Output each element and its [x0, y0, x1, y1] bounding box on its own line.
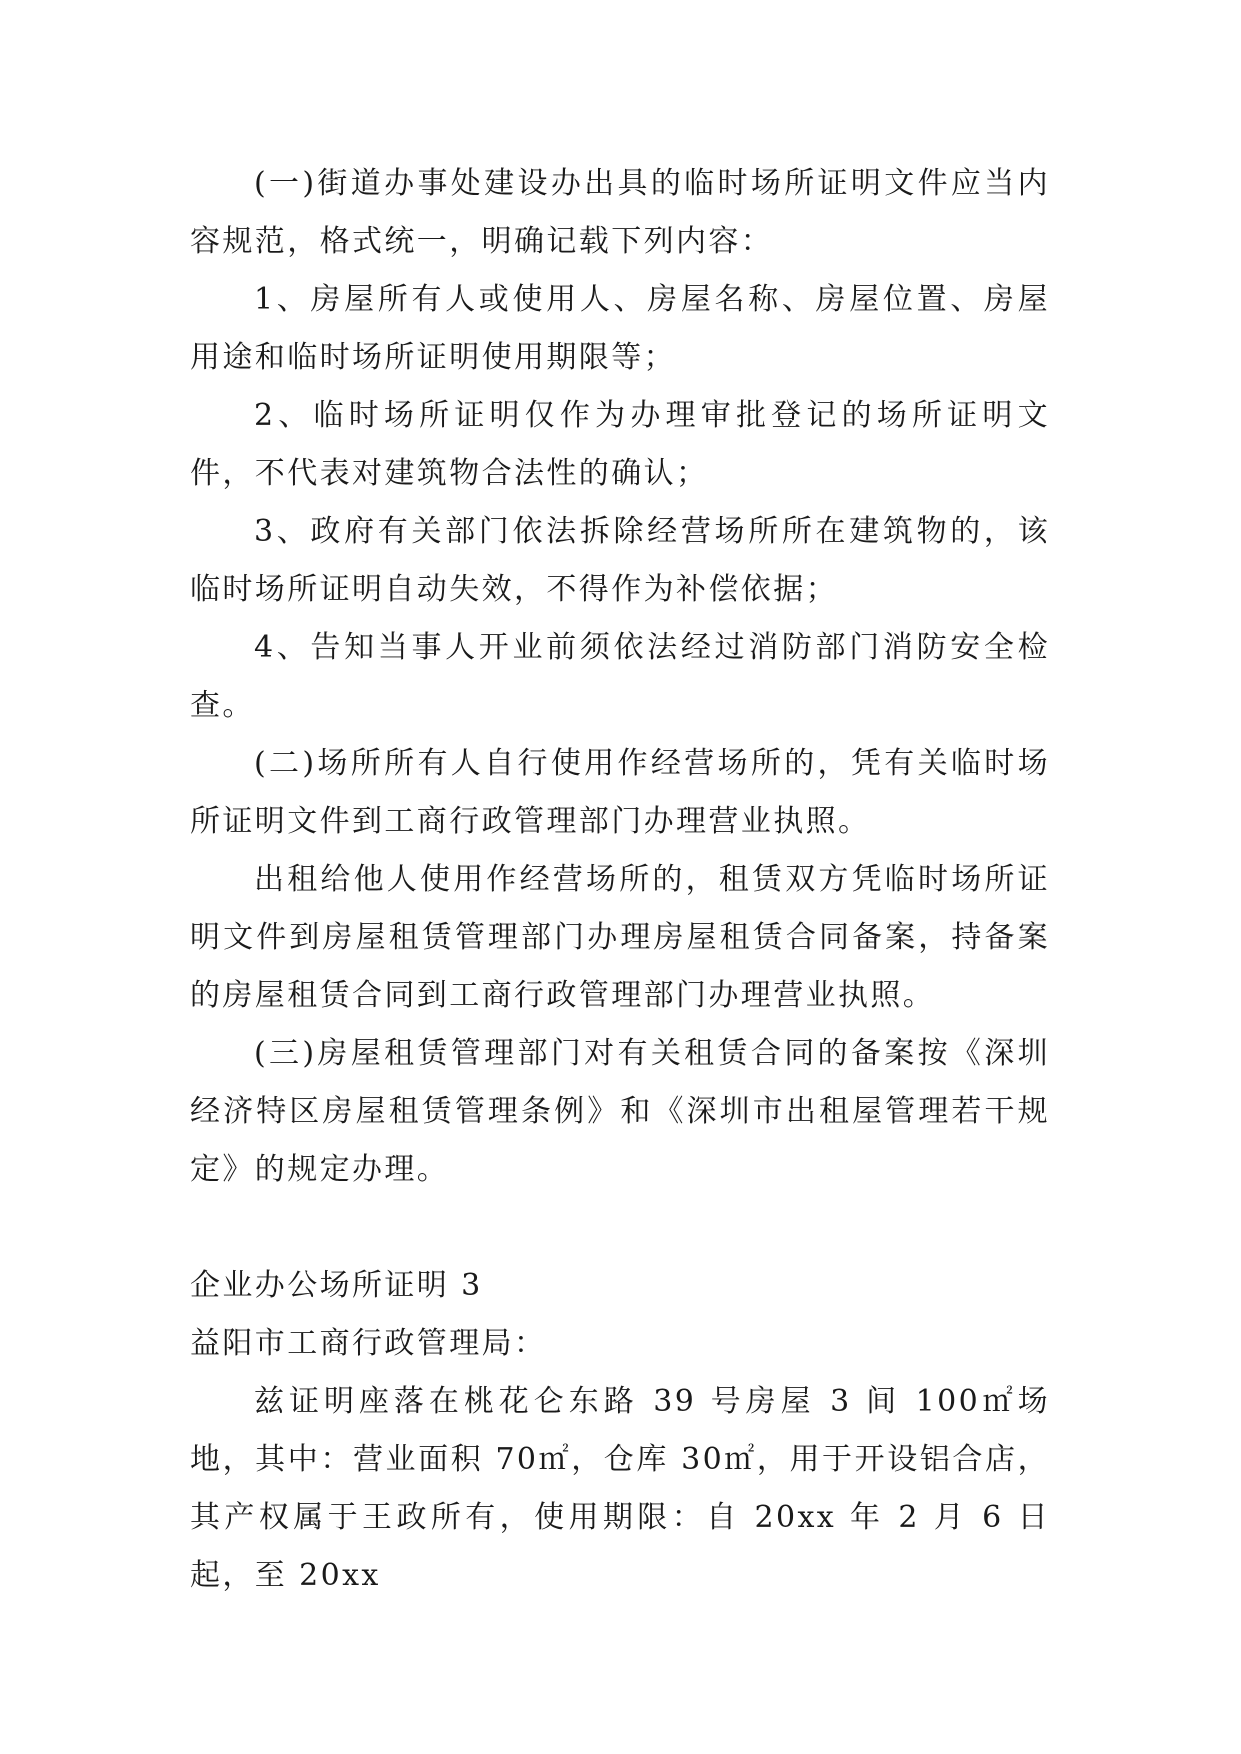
paragraph-item-2: 1、房屋所有人或使用人、房屋名称、房屋位置、房屋用途和临时场所证明使用期限等；	[190, 282, 1050, 375]
section-title: 企业办公场所证明 3	[190, 1268, 483, 1303]
addressee: 益阳市工商行政管理局：	[190, 1326, 547, 1361]
certificate-body: 兹证明座落在桃花仑东路 39 号房屋 3 间 100㎡场地，其中：营业面积 70㎡，仓库 30㎡，用于开设铝合店，其产权属于王政所有，使用期限：自 20xx 年 2 月 6 日起，至 20xx	[190, 1384, 1050, 1593]
paragraph-item-8: (三)房屋租赁管理部门对有关租赁合同的备案按《深圳经济特区房屋租赁管理条例》和《深圳市出租屋管理若干规定》的规定办理。	[190, 1036, 1050, 1187]
paragraph-item-7: 出租给他人使用作经营场所的，租赁双方凭临时场所证明文件到房屋租赁管理部门办理房屋租赁合同备案，持备案的房屋租赁合同到工商行政管理部门办理营业执照。	[190, 862, 1050, 1013]
paragraph-item-6: (二)场所所有人自行使用作经营场所的，凭有关临时场所证明文件到工商行政管理部门办理营业执照。	[190, 746, 1050, 839]
paragraph-item-3: 2、临时场所证明仅作为办理审批登记的场所证明文件，不代表对建筑物合法性的确认；	[190, 398, 1050, 491]
paragraph-item-1: (一)街道办事处建设办出具的临时场所证明文件应当内容规范，格式统一，明确记载下列内容：	[190, 166, 1050, 259]
document-body	[190, 155, 1050, 1605]
paragraph-item-5: 4、告知当事人开业前须依法经过消防部门消防安全检查。	[190, 630, 1050, 723]
paragraph-item-4: 3、政府有关部门依法拆除经营场所所在建筑物的，该临时场所证明自动失效，不得作为补偿依据；	[190, 514, 1050, 607]
section-spacer	[190, 1199, 1050, 1257]
